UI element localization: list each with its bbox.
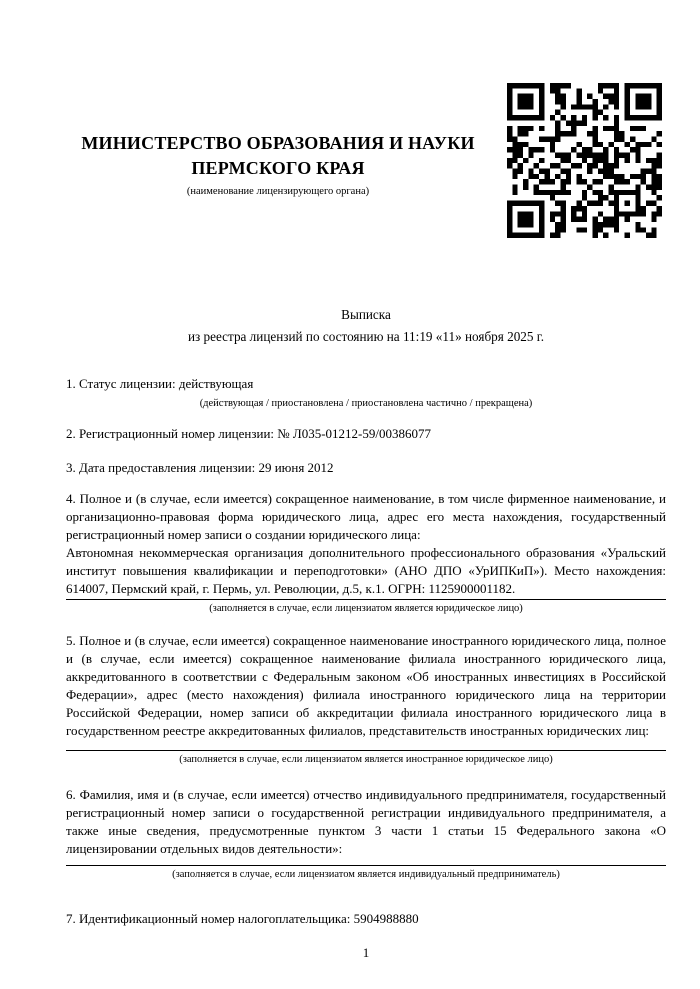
- item-taxpayer-id: 7. Идентификационный номер налогоплательщика: 5904988880: [66, 911, 419, 926]
- document-title-line-2: из реестра лицензий по состоянию на 11:19 «11» ноября 2025 г.: [187, 328, 545, 344]
- fill-line-foreign-entity: [66, 750, 666, 751]
- item-legal-entity-label: 4. Полное и (в случае, если имеется) сокращенное наименование, в том числе фирменное наименование, и организационно-правовая форма юридического лица, адрес его места нахождения, государственный регистрационный номер записи о создании юридического лица:: [66, 491, 666, 542]
- item-entrepreneur-label: 6. Фамилия, имя и (в случае, если имеется) отчество индивидуального предпринимателя, государственный регистрационный номер записи о государственной регистрации индивидуального предпринимателя, а также иные сведения, предусмотренные пунктом 3 части 1 статьи 15 Федерального закона «О лицензировании отдельных видов деятельности»:: [66, 787, 666, 856]
- item-entrepreneur-hint: (заполняется в случае, если лицензиатом является индивидуальный предприниматель): [172, 869, 560, 880]
- item-legal-entity-value: Автономная некоммерческая организация дополнительного профессионального образования «Уральский институт повышения квалификации и переподготовки» (АНО ДПО «УрИПКиП»). Место нахождения: 614007, Пермский край, г. Пермь, ул. Революции, д.5, к.1. ОГРН: 1125900001182.: [66, 545, 666, 596]
- document-title: [66, 304, 666, 347]
- authority-name-line-1: МИНИСТЕРСТВО ОБРАЗОВАНИЯ И НАУКИ: [81, 133, 475, 153]
- item-foreign-entity-label: 5. Полное и (в случае, если имеется) сокращенное наименование иностранного юридического лица, полное и (в случае, если имеется) сокращенное наименование филиала иностранного юридического лица, аккредитованного в соответствии с Федеральным законом «Об иностранных инвестициях в Российской Федерации», адрес (место нахождения) филиала иностранного юридического лица на территории Российской Федерации, номер записи об аккредитации филиала иностранного юридического лица в государственном реестре аккредитованных филиалов, представительств иностранных юридических лиц:: [66, 633, 666, 738]
- item-license-status-hint: (действующая / приостановлена / приостановлена частично / прекращена): [199, 398, 533, 409]
- authority-name-caption: (наименование лицензирующего органа): [186, 186, 370, 197]
- item-registration-number: 2. Регистрационный номер лицензии: № Л035-01212-59/00386077: [66, 426, 432, 441]
- document-title-line-1: Выписка: [341, 307, 391, 322]
- item-legal-entity-hint: (заполняется в случае, если лицензиатом является юридическое лицо): [209, 603, 523, 614]
- fill-line-legal-entity: [66, 599, 666, 600]
- authority-name-line-2: ПЕРМСКОГО КРАЯ: [191, 158, 365, 178]
- item-foreign-entity-hint: (заполняется в случае, если лицензиатом является иностранное юридическое лицо): [179, 754, 553, 765]
- item-grant-date: 3. Дата предоставления лицензии: 29 июня 2012: [66, 460, 334, 475]
- page-number: 1: [362, 945, 370, 960]
- document-body: [66, 0, 666, 962]
- fill-line-entrepreneur: [66, 865, 666, 866]
- item-license-status: 1. Статус лицензии: действующая: [66, 376, 254, 391]
